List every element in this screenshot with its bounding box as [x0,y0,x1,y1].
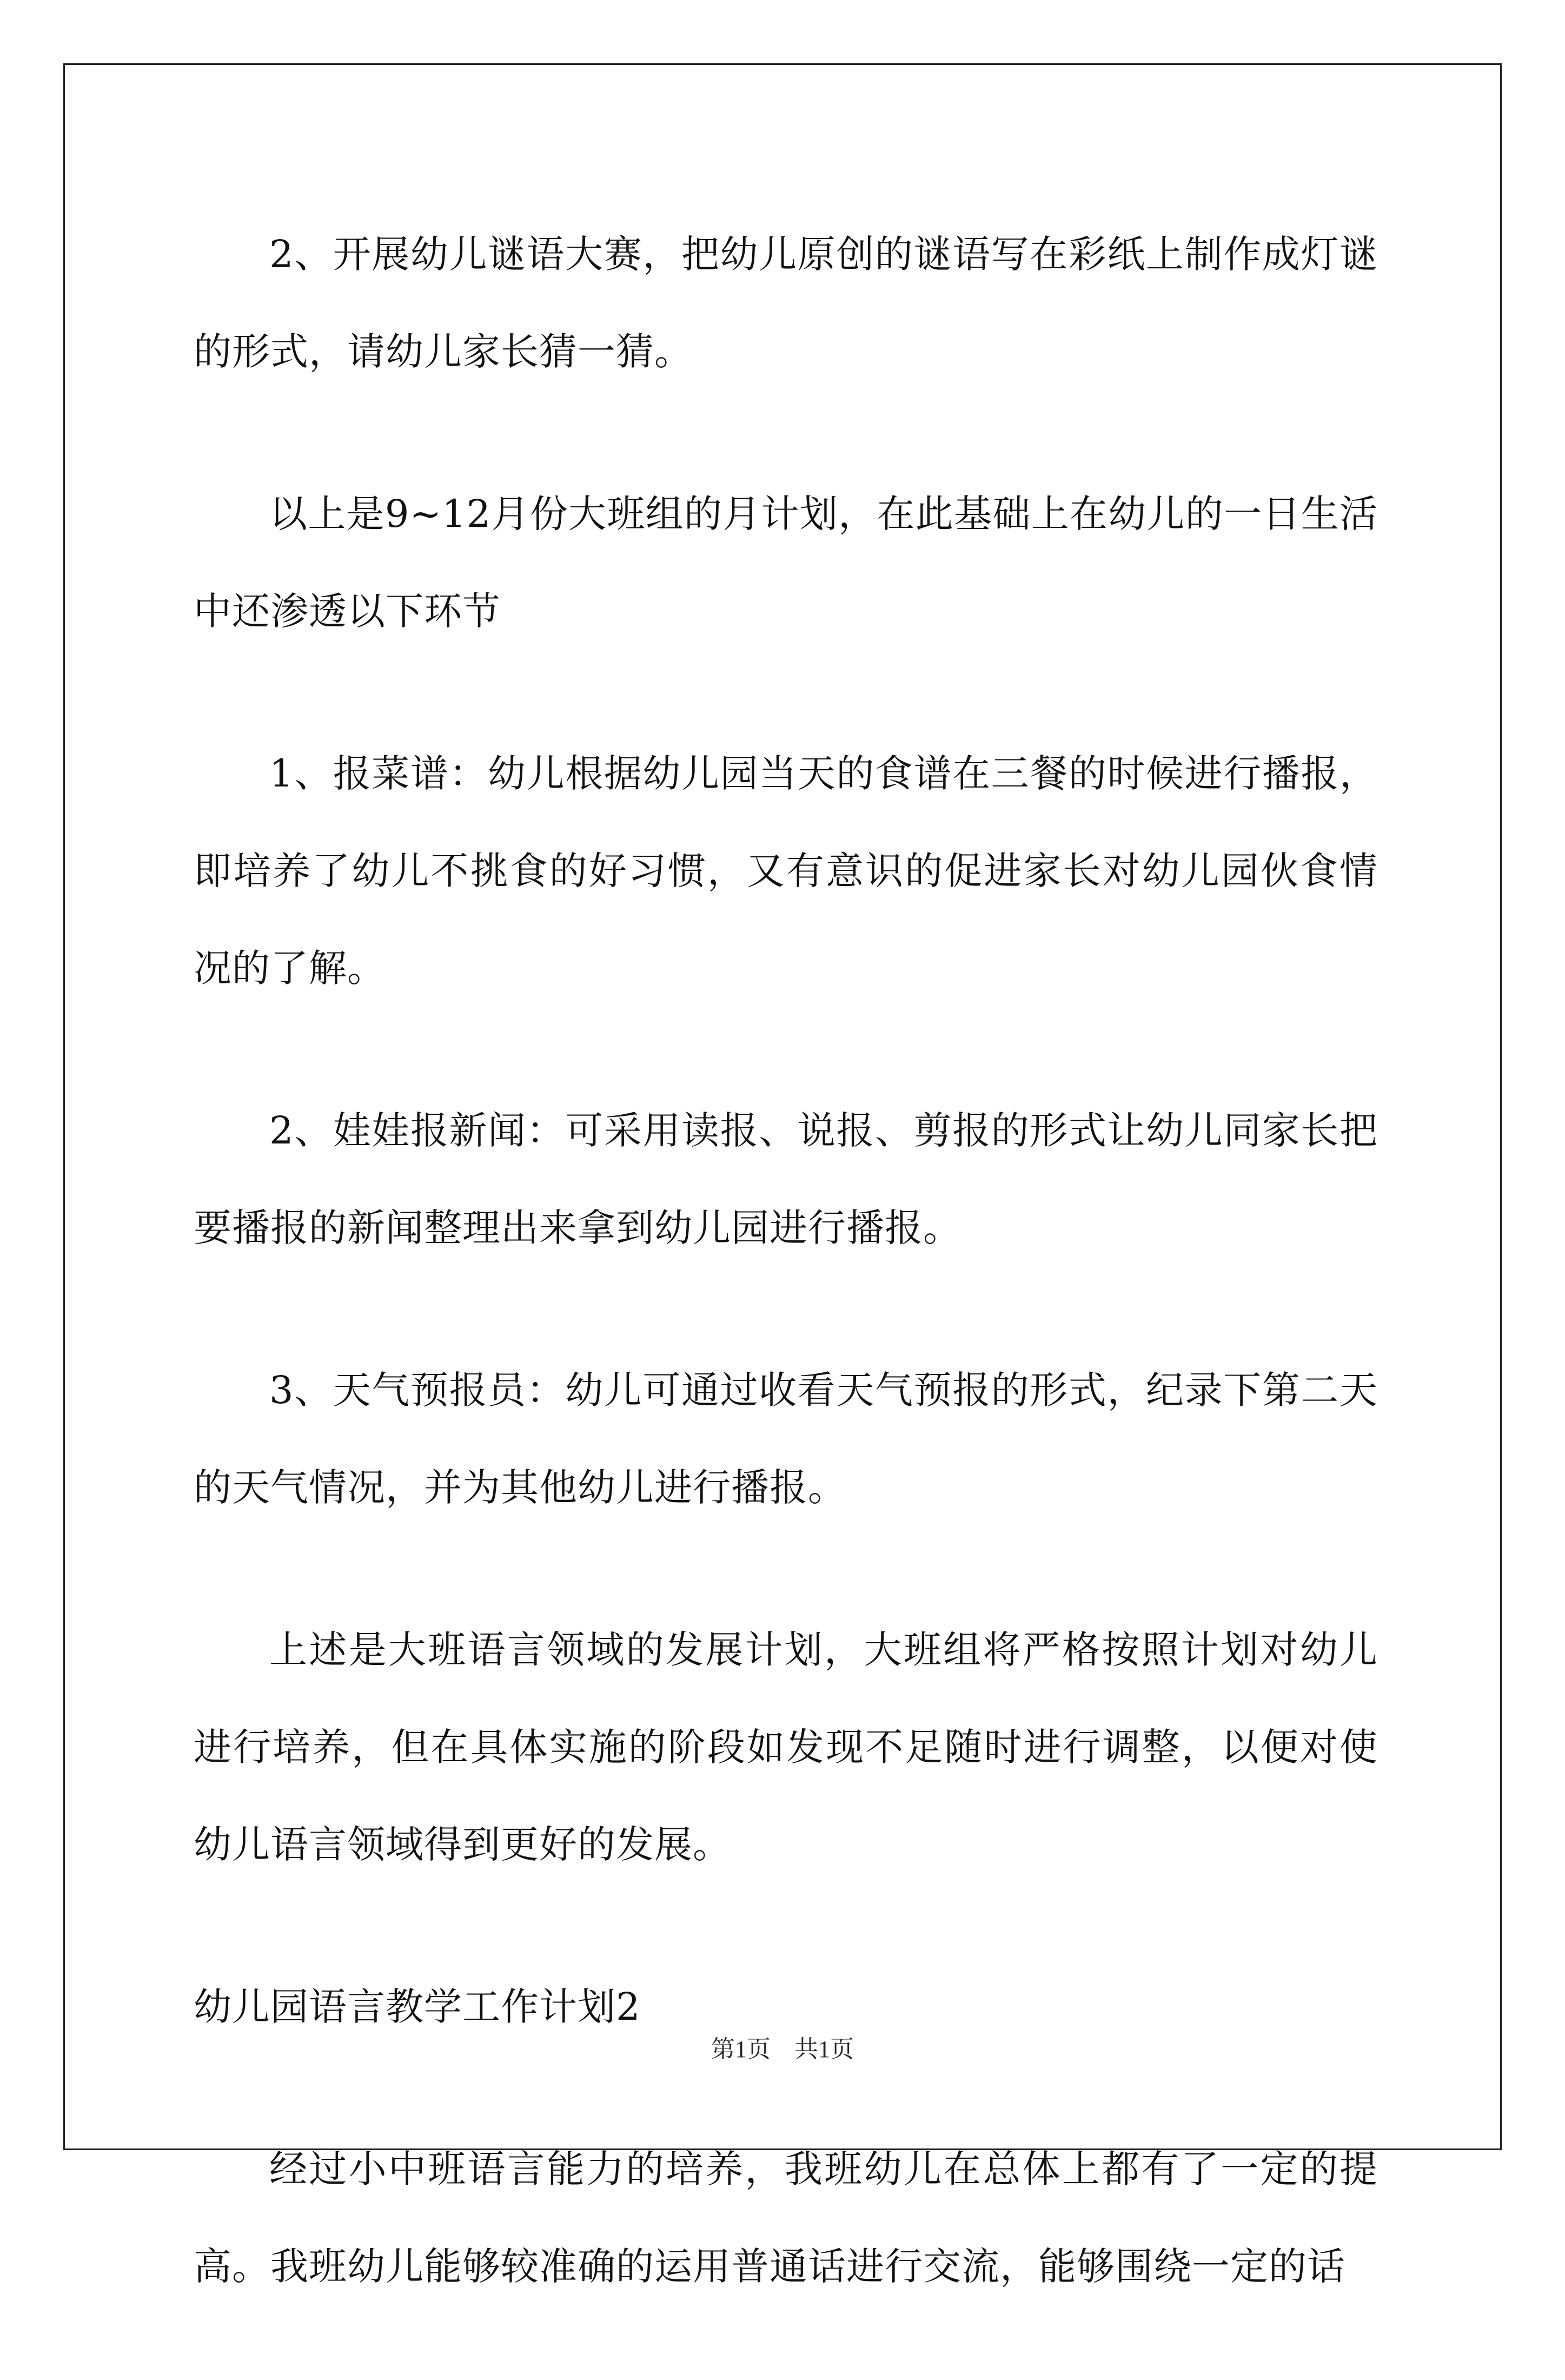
paragraph-riddle-contest: 2、开展幼儿谜语大赛，把幼儿原创的谜语写在彩纸上制作成灯谜的形式，请幼儿家长猜一猜。 [194,232,1378,374]
paragraph-summary: 上述是大班语言领域的发展计划，大班组将严格按照计划对幼儿进行培养，但在具体实施的阶段如发现不足随时进行调整，以便对使幼儿语言领域得到更好的发展。 [194,1628,1378,1867]
paragraph-intro: 经过小中班语言能力的培养，我班幼儿在总体上都有了一定的提高。我班幼儿能够较准确的运用普通话进行交流，能够围绕一定的话 [194,2147,1378,2289]
paragraph-monthly-plan: 以上是9~12月份大班组的月计划，在此基础上在幼儿的一日生活中还渗透以下环节 [194,492,1378,633]
paragraph-weather-report: 3、天气预报员：幼儿可通过收看天气预报的形式，纪录下第二天的天气情况，并为其他幼儿进行播报。 [194,1368,1378,1510]
paragraph-menu-report: 1、报菜谱：幼儿根据幼儿园当天的食谱在三餐的时候进行播报，即培养了幼儿不挑食的好习惯，又有意识的促进家长对幼儿园伙食情况的了解。 [194,751,1378,990]
page-footer: 第1页 共1页 [711,2036,854,2062]
section-title: 幼儿园语言教学工作计划2 [194,1985,641,2029]
paragraph-news-report: 2、娃娃报新闻：可采用读报、说报、剪报的形式让幼儿同家长把要播报的新闻整理出来拿到幼儿园进行播报。 [194,1108,1378,1250]
